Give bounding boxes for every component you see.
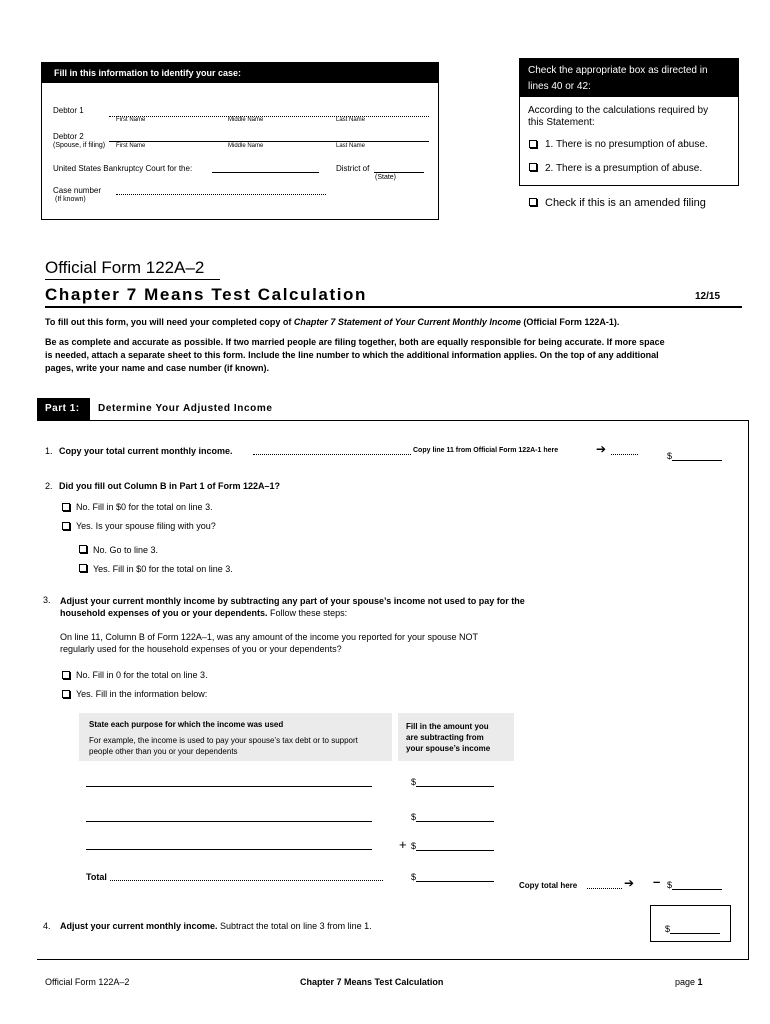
- line1-amount-field[interactable]: [667, 451, 722, 461]
- footer-title: Chapter 7 Means Test Calculation: [300, 977, 444, 987]
- line4-number: 4.: [43, 921, 51, 931]
- instruction-1-form-ref: (Official Form 122A-1).: [520, 317, 620, 327]
- purpose-amount-1-dollar: $: [411, 777, 417, 787]
- form-number-rule: [45, 279, 220, 280]
- line4-rest: Subtract the total on line 3 from line 1.: [217, 921, 372, 931]
- purpose-amount-2-dollar: $: [411, 812, 417, 822]
- court-field[interactable]: [212, 172, 319, 173]
- presumption-intro-line1: According to the calculations required by: [528, 105, 709, 116]
- total-amount-blank: [416, 872, 494, 882]
- amount-header-line1: Fill in the amount you: [406, 722, 489, 731]
- form-date: 12/15: [695, 291, 721, 302]
- spouse-yes-label: Yes. Fill in $0 for the total on line 3.: [93, 564, 233, 574]
- purpose-amount-1[interactable]: [411, 777, 494, 787]
- line1-copy-instruction: Copy line 11 from Official Form 122A-1 here: [413, 447, 559, 454]
- presumption-label: 2. There is a presumption of abuse.: [545, 163, 703, 174]
- presumption-box: [519, 58, 739, 186]
- instruction-2-line3: pages, write your name and case number (if known).: [45, 363, 270, 373]
- case-identification-header: Fill in this information to identify your case:: [42, 63, 438, 83]
- purpose-example: [89, 735, 358, 757]
- purpose-amount-2-blank: [416, 812, 494, 822]
- line3-steps: Follow these steps:: [267, 608, 348, 618]
- line3-dollar-sign: $: [667, 880, 673, 890]
- line3-question: [60, 631, 478, 655]
- line4-amount-field[interactable]: [665, 924, 720, 934]
- debtor2-last-name-caption: Last Name: [336, 143, 366, 149]
- debtor1-middle-name-caption: Middle Name: [228, 117, 264, 123]
- debtor2-middle-name-caption: Middle Name: [228, 143, 264, 149]
- no-presumption-checkbox[interactable]: [529, 140, 537, 148]
- case-number-field[interactable]: [116, 194, 326, 195]
- amount-header: [406, 721, 490, 754]
- purpose-amount-1-blank: [416, 777, 494, 787]
- title-rule: [45, 306, 742, 308]
- line1-amount-blank: [672, 451, 722, 461]
- footer-page: [675, 977, 703, 987]
- state-caption: (State): [375, 174, 397, 181]
- line3-question-line2: regularly used for the household expenses of you or your dependents?: [60, 644, 342, 654]
- line2-no-label: No. Fill in $0 for the total on line 3.: [76, 502, 213, 512]
- total-amount[interactable]: [411, 872, 494, 882]
- case-identification-box: [41, 62, 439, 220]
- line3-number: 3.: [43, 595, 51, 605]
- debtor1-first-name-caption: First Name: [116, 117, 146, 123]
- line4-text: [60, 921, 372, 931]
- line1-dollar-sign: $: [667, 451, 673, 461]
- total-leader: [110, 880, 383, 881]
- line4-bold: Adjust your current monthly income.: [60, 921, 218, 931]
- purpose-field-1[interactable]: [86, 786, 372, 787]
- case-number-label: Case number: [53, 186, 102, 195]
- purpose-example-line2: people other than you or your dependents: [89, 747, 238, 756]
- footer-page-label: page: [675, 977, 696, 987]
- part1-title: Determine Your Adjusted Income: [98, 403, 273, 414]
- purpose-header-box: [79, 713, 392, 761]
- line1-text: Copy your total current monthly income.: [59, 446, 233, 456]
- amended-filing-label: Check if this is an amended filing: [545, 197, 706, 209]
- district-field[interactable]: [374, 172, 424, 173]
- copy-total-label: Copy total here: [519, 881, 578, 890]
- footer-form-number: Official Form 122A–2: [45, 977, 130, 987]
- district-label: District of: [336, 164, 370, 173]
- no-presumption-label: 1. There is no presumption of abuse.: [545, 139, 708, 150]
- line1-number: 1.: [45, 446, 53, 456]
- amount-header-line2: are subtracting from: [406, 733, 484, 742]
- instruction-1-text: To fill out this form, you will need your completed copy of: [45, 317, 294, 327]
- line2-question: Did you fill out Column B in Part 1 of Form 122A–1?: [59, 481, 281, 491]
- form-number: Official Form 122A–2: [45, 258, 205, 277]
- plus-sign: +: [399, 837, 407, 852]
- arrow-right-icon: ➔: [624, 876, 635, 890]
- debtor1-name-field[interactable]: [109, 116, 429, 117]
- line3-yes-label: Yes. Fill in the information below:: [76, 689, 208, 699]
- minus-sign: –: [653, 874, 661, 889]
- presumption-header-line2: lines 40 or 42:: [528, 81, 591, 92]
- presumption-header-line1: Check the appropriate box as directed in: [528, 65, 708, 76]
- presumption-checkbox[interactable]: [529, 163, 537, 171]
- court-label: United States Bankruptcy Court for the:: [53, 164, 193, 173]
- presumption-intro-line2: this Statement:: [528, 117, 595, 128]
- line2-no-checkbox[interactable]: [62, 503, 70, 511]
- line4-amount-blank: [670, 924, 720, 934]
- line3-no-checkbox[interactable]: [62, 671, 70, 679]
- part1-label: Part 1:: [37, 398, 90, 420]
- instruction-1: [45, 317, 619, 327]
- line1-leader-2: [611, 454, 638, 455]
- instruction-2-line1: Be as complete and accurate as possible. If two married people are filing together, both are equally responsible for being accurate. If more space: [45, 337, 665, 347]
- line3-heading-line1: Adjust your current monthly income by subtracting any part of your spouse’s income not used to pay for the: [60, 596, 525, 606]
- purpose-amount-3[interactable]: [411, 841, 494, 851]
- line4-dollar-sign: $: [665, 924, 671, 934]
- debtor2-first-name-caption: First Name: [116, 143, 146, 149]
- purpose-amount-3-blank: [416, 841, 494, 851]
- line2-yes-checkbox[interactable]: [62, 522, 70, 530]
- line2-yes-label: Yes. Is your spouse filing with you?: [76, 521, 216, 531]
- copy-total-leader: [587, 888, 622, 889]
- amount-header-line3: your spouse’s income: [406, 744, 491, 753]
- debtor2-name-field[interactable]: [109, 141, 429, 142]
- instruction-2-line2: is needed, attach a separate sheet to this form. Include the line number to which the additional information applies. On the top of any additional: [45, 350, 659, 360]
- spouse-yes-checkbox[interactable]: [79, 564, 87, 572]
- debtor1-last-name-caption: Last Name: [336, 117, 366, 123]
- line3-amount-blank: [672, 880, 722, 890]
- line3-no-label: No. Fill in 0 for the total on line 3.: [76, 670, 208, 680]
- spouse-no-label: No. Go to line 3.: [93, 545, 159, 555]
- part1-header: [37, 398, 748, 420]
- purpose-amount-2[interactable]: [411, 812, 494, 822]
- instruction-1-form-title: Chapter 7 Statement of Your Current Monthly Income: [293, 317, 521, 327]
- line3-heading: [60, 595, 525, 619]
- spouse-no-checkbox[interactable]: [79, 545, 87, 553]
- instruction-2: [45, 336, 665, 375]
- footer-page-number: 1: [697, 977, 703, 987]
- purpose-amount-3-dollar: $: [411, 841, 417, 851]
- form-title: Chapter 7 Means Test Calculation: [45, 285, 368, 304]
- if-known-note: (If known): [55, 196, 86, 203]
- amended-filing-checkbox[interactable]: [529, 198, 537, 206]
- purpose-field-2[interactable]: [86, 821, 372, 822]
- line3-question-line1: On line 11, Column B of Form 122A–1, was any amount of the income you reported for your spouse NOT: [60, 632, 479, 642]
- line3-amount-field[interactable]: [667, 880, 722, 890]
- purpose-example-line1: For example, the income is used to pay your spouse’s tax debt or to support: [89, 736, 358, 745]
- purpose-header: State each purpose for which the income was used: [89, 720, 284, 729]
- purpose-field-3[interactable]: [86, 849, 372, 850]
- spouse-if-filing-note: (Spouse, if filing): [53, 142, 106, 149]
- line3-heading-line2: household expenses of you or your dependents.: [60, 608, 268, 618]
- debtor1-label: Debtor 1: [53, 106, 84, 115]
- line1-leader: [253, 454, 411, 455]
- amount-header-box: [398, 713, 514, 761]
- line2-number: 2.: [45, 481, 53, 491]
- debtor2-label: Debtor 2: [53, 132, 84, 141]
- presumption-header: [520, 59, 738, 97]
- total-amount-dollar: $: [411, 872, 417, 882]
- line3-yes-checkbox[interactable]: [62, 690, 70, 698]
- total-label: Total: [86, 872, 107, 882]
- arrow-right-icon: ➔: [596, 442, 607, 456]
